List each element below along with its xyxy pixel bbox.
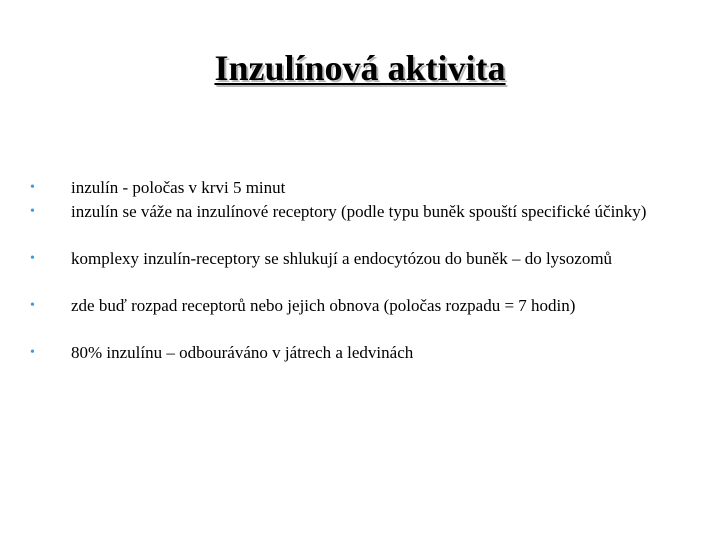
bullet-text: zde buď rozpad receptorů nebo jejich obnova (poločas rozpadu = 7 hodin) xyxy=(71,296,576,315)
bullet-item xyxy=(30,341,670,365)
bullet-list xyxy=(30,176,670,365)
bullet-dot-icon: • xyxy=(30,298,35,313)
bullet-text: komplexy inzulín-receptory se shlukují a endocytózou do buněk – do lysozomů xyxy=(71,249,613,268)
bullet-item xyxy=(30,247,670,271)
bullet-text: inzulín se váže na inzulínové receptory (podle typu buněk spouští specifické účinky) xyxy=(71,202,647,221)
bullet-item xyxy=(30,294,670,318)
bullet-text: 80% inzulínu – odbouráváno v játrech a ledvinách xyxy=(71,343,414,362)
bullet-dot-icon: • xyxy=(30,204,35,219)
bullet-item xyxy=(30,176,670,200)
bullet-dot-icon: • xyxy=(30,251,35,266)
bullet-dot-icon: • xyxy=(30,180,35,195)
bullet-item xyxy=(30,200,670,224)
bullet-dot-icon: • xyxy=(30,345,35,360)
slide-title: Inzulínová aktivita xyxy=(214,48,506,88)
bullet-text: inzulín - poločas v krvi 5 minut xyxy=(71,178,286,197)
